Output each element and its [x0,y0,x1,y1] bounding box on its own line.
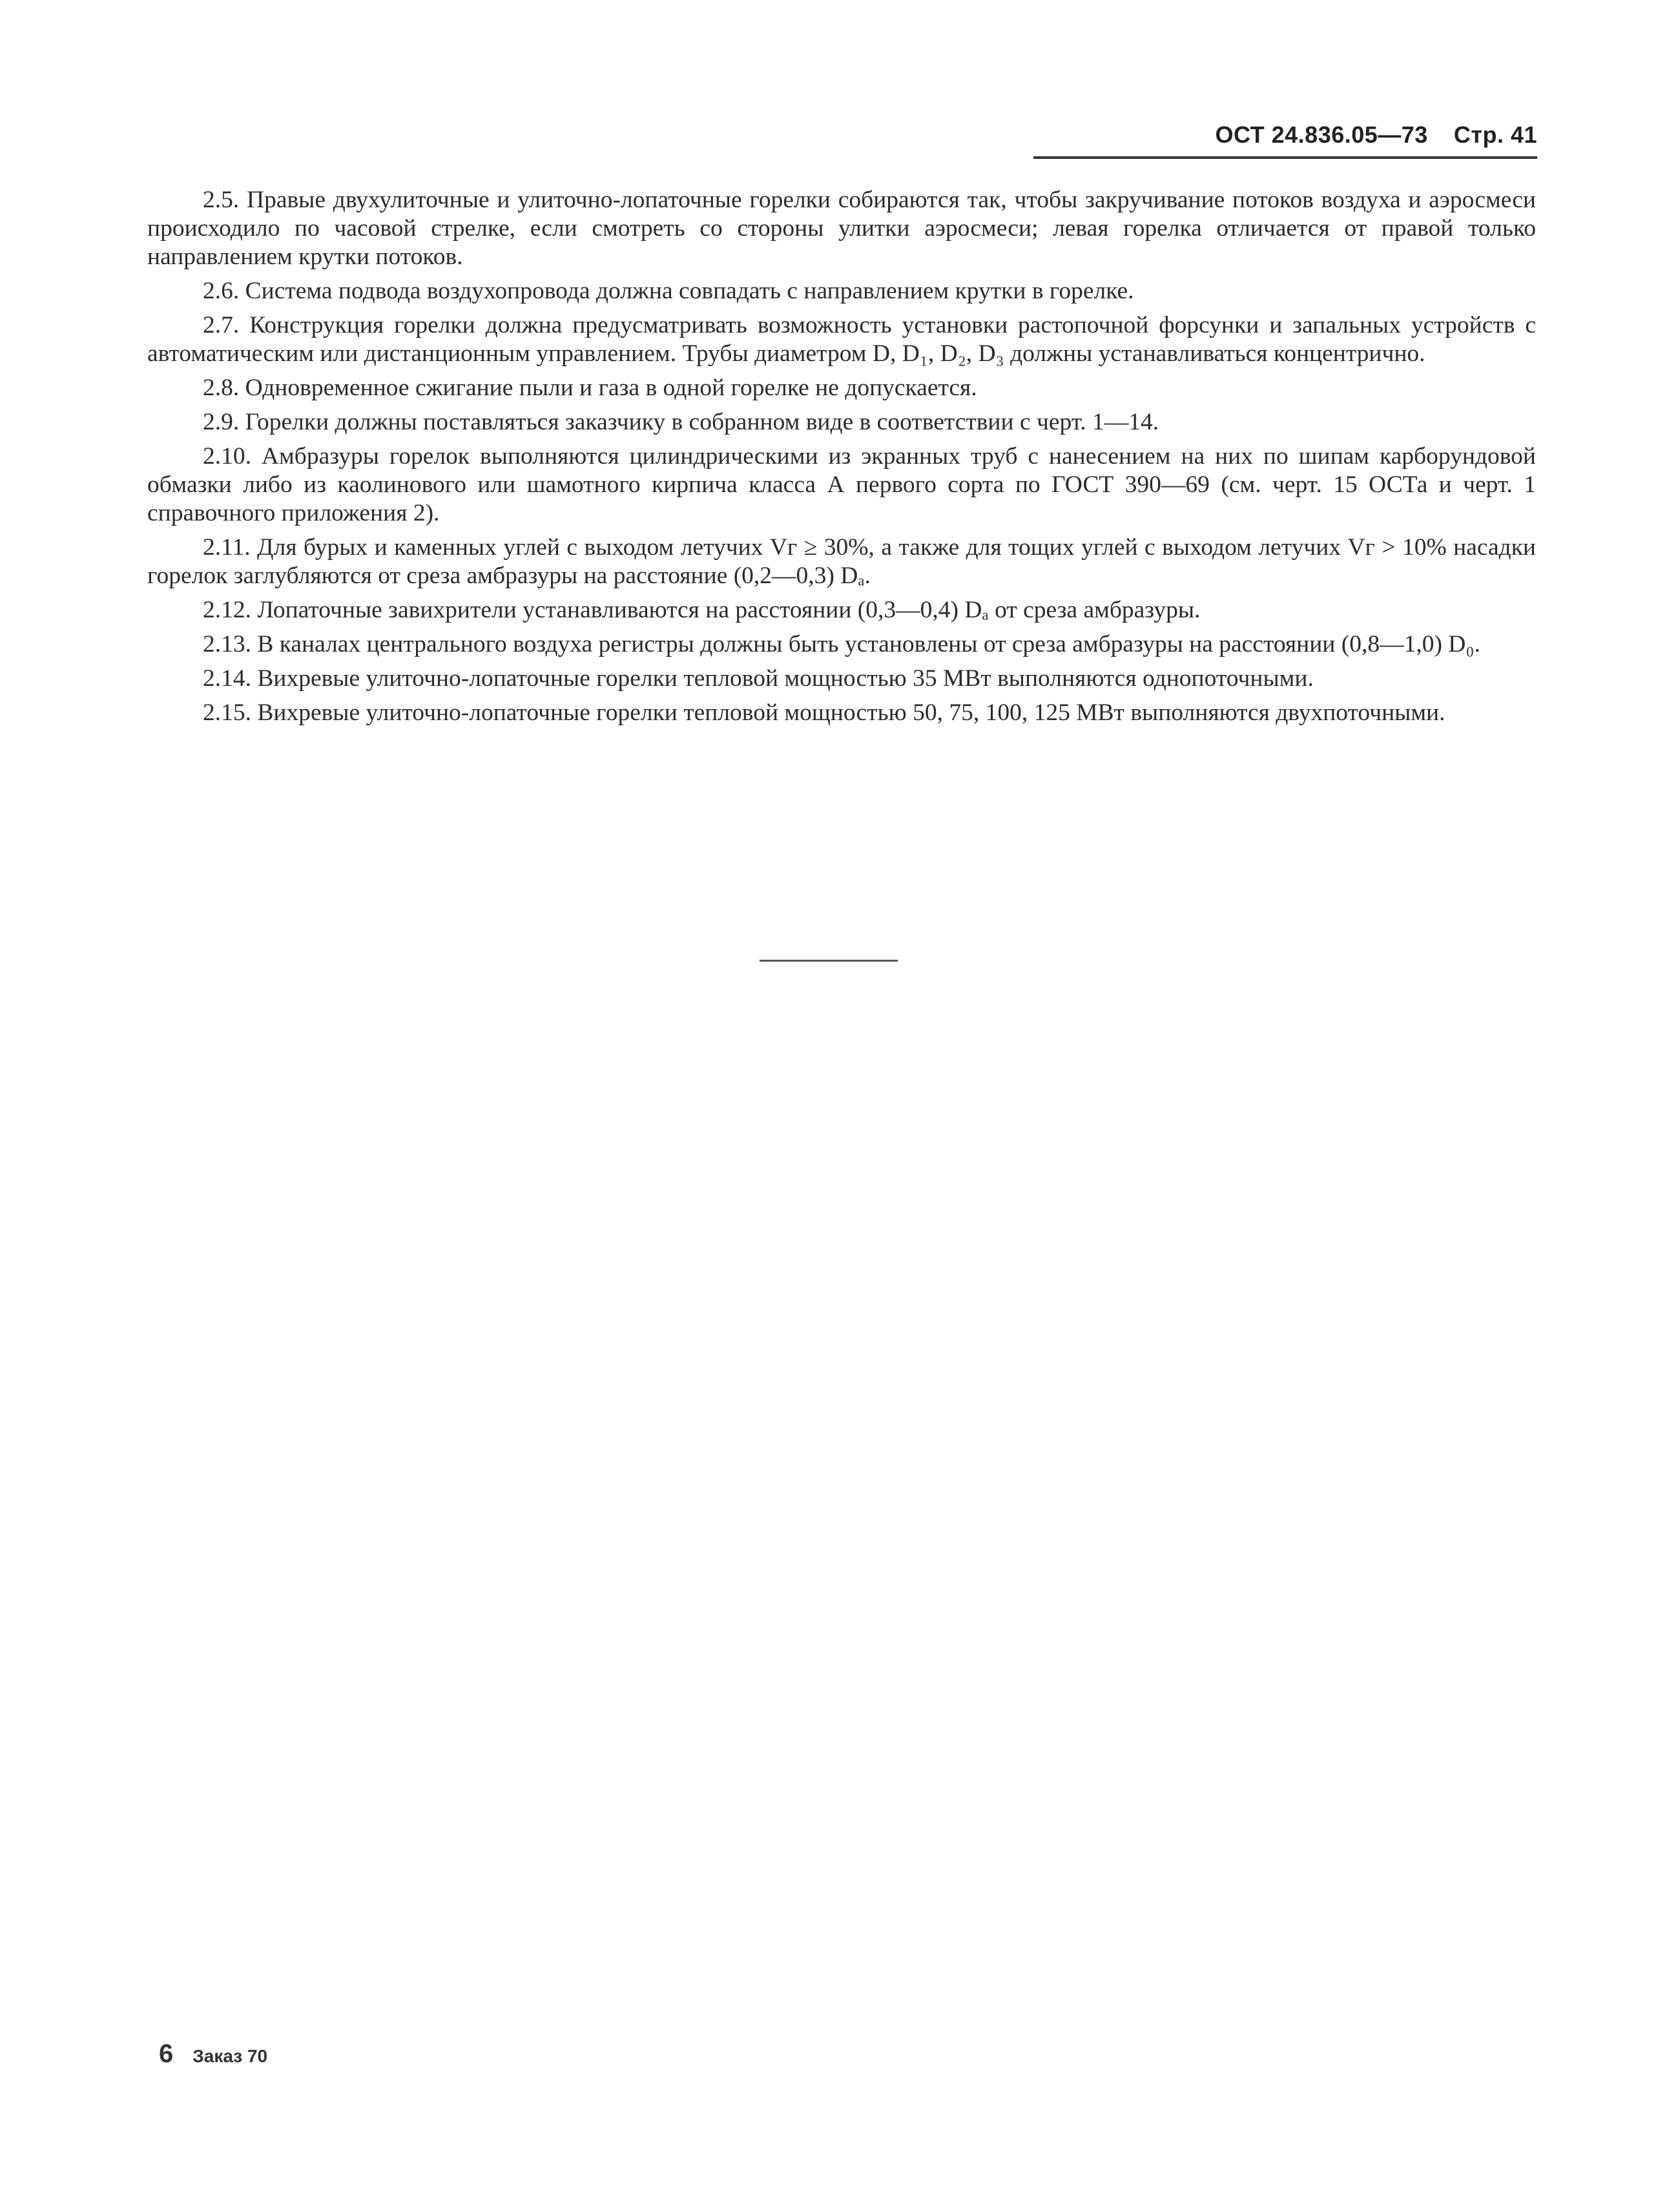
paragraph-2-5: 2.5. Правые двухулиточные и улиточно-лопаточные горелки собираются так, чтобы закручивание потоков воздуха и аэросмеси происходило по часовой стрелке, если смотреть со стороны улитки аэросмеси; левая горелка отличается от правой только направлением крутки потоков. [147,187,1536,270]
paragraph-2-8: 2.8. Одновременное сжигание пыли и газа в одной горелке не допускается. [203,375,977,401]
paragraph-2-11: 2.11. Для бурых и каменных углей с выходом летучих Vᴦ ≥ 30%, а также для тощих углей с выходом летучих Vᴦ > 10% насадки горелок заглубляются от среза амбразуры на расстояние (0,2—0,3) Dₐ. [147,534,1536,589]
paragraph-2-9: 2.9. Горелки должны поставляться заказчику в собранном виде в соответствии с черт. 1—14. [203,409,1159,435]
paragraph-2-13: 2.13. В каналах центрального воздуха регистры должны быть установлены от среза амбразуры на расстоянии (0,8—1,0) D₀. [203,631,1480,657]
paragraph-2-15: 2.15. Вихревые улиточно-лопаточные горелки тепловой мощностью 50, 75, 100, 125 МВт выполняются двухпоточными. [203,699,1445,726]
paragraph-2-6: 2.6. Система подвода воздухопровода должна совпадать с направлением крутки в горелке. [203,278,1134,304]
paragraph-2-14: 2.14. Вихревые улиточно-лопаточные горелки тепловой мощностью 35 МВт выполняются однопоточными. [203,665,1314,692]
order-number: Заказ 70 [192,2046,268,2066]
paragraph-2-12: 2.12. Лопаточные завихрители устанавливаются на расстоянии (0,3—0,4) Dₐ от среза амбразуры. [203,597,1201,623]
page-number: 6 [159,2040,174,2068]
paragraph-2-10: 2.10. Амбразуры горелок выполняются цилиндрическими из экранных труб с нанесением на них по шипам карборундовой обмазки либо из каолинового или шамотного кирпича класса А первого сорта по ГОСТ 390—69 (см. черт. 15 ОСТа и черт. 1 справочного приложения 2). [147,443,1536,526]
end-divider [760,960,898,962]
document-body [147,186,1536,733]
page-header [1033,121,1537,159]
page-footer [159,2040,267,2069]
page-label: Стр. 41 [1453,121,1537,148]
paragraph-2-7: 2.7. Конструкция горелки должна предусматривать возможность установки растопочной форсунки и запальных устройств с автоматическим или дистанционным управлением. Трубы диаметром D, D₁, D₂, D₃ должны устанавливаться концентрично. [147,312,1536,367]
doc-code: ОСТ 24.836.05—73 [1215,121,1428,148]
